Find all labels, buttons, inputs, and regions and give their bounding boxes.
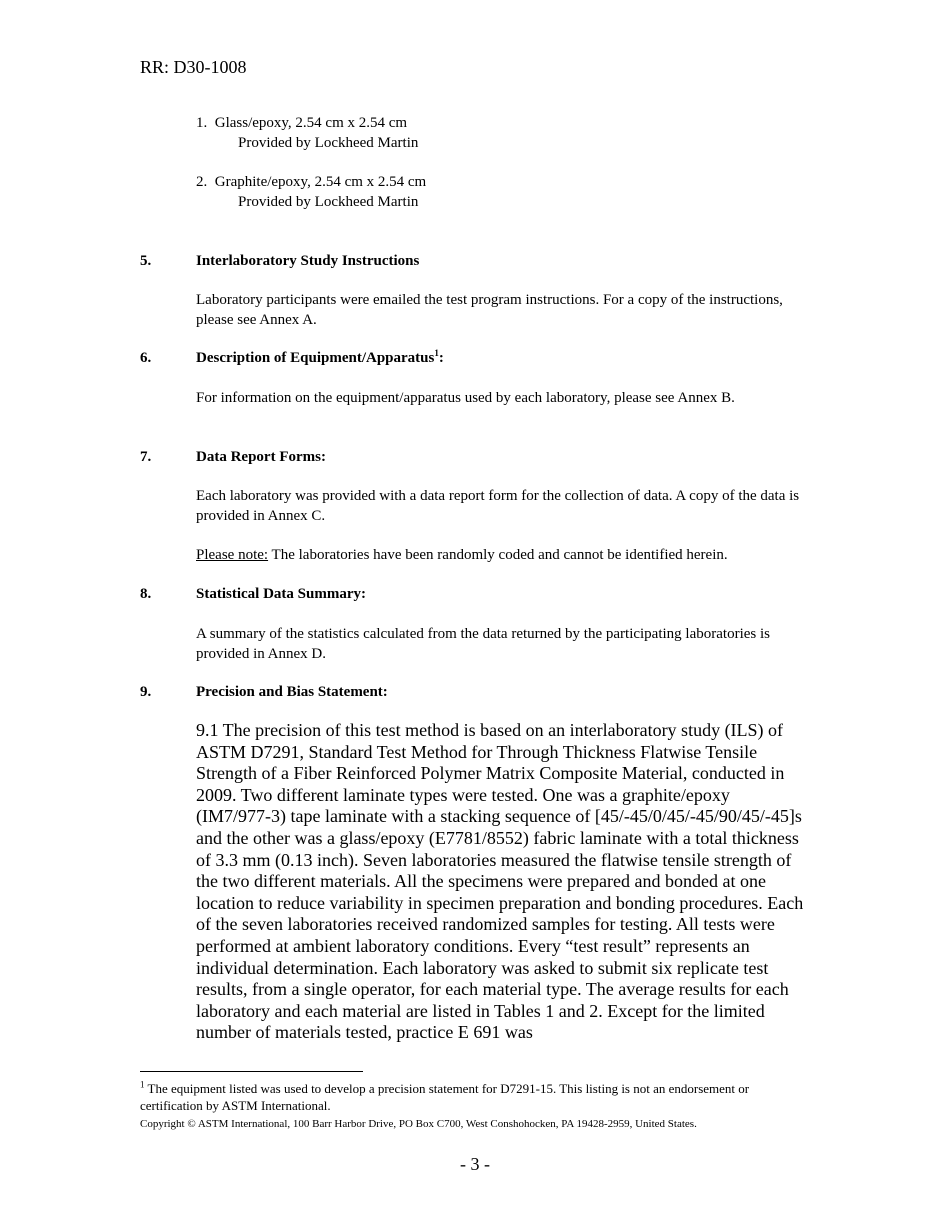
list-item-name: Graphite/epoxy, 2.54 cm x 2.54 cm xyxy=(214,174,427,190)
list-item-provider: Provided by Lockheed Martin xyxy=(238,135,419,151)
list-item-number: 2. xyxy=(196,174,208,190)
list-item xyxy=(196,172,426,192)
section-6-title-colon: : xyxy=(438,350,444,366)
section-8-title: Statistical Data Summary: xyxy=(196,586,366,602)
copyright-notice: Copyright © ASTM International, 100 Barr Harbor Drive, PO Box C700, West Conshohocken, PA 19428-2959, United States. xyxy=(140,1118,697,1130)
section-5-body: Laboratory participants were emailed the test program instructions. For a copy of the instructions, please see Annex A. xyxy=(196,292,783,328)
section-7-body: Each laboratory was provided with a data report form for the collection of data. A copy of the data is provided in Annex C. xyxy=(196,488,800,524)
section-9-body: 9.1 The precision of this test method is based on an interlaboratory study (ILS) of ASTM D7291, Standard Test Method for Through Thickness Flatwise Tensile Strength of a Fiber Reinforced Polymer Matrix Composite Material, conducted in 2009. Two different laminate types were tested. One was a graphite/epoxy (IM7/977-3) tape laminate with a stacking sequence of [45/-45/0/45/-45/90/45/-45]s and the other was a glass/epoxy (E7781/8552) fabric laminate with a total thickness of 3.3 mm (0.13 inch). Seven laboratories measured the flatwise tensile strength of the two different materials. All the specimens were prepared and bonded at one location to reduce variability in specimen preparation and bonding procedures. Each of the seven laboratories received randomized samples for testing. All tests were performed at ambient laboratory conditions. Every “test result” represents an individual determination. Each laboratory was asked to submit six replicate test results, from a single operator, for each material type. The average results for each laboratory and each material are listed in Tables 1 and 2. Except for the limited number of materials tested, practice E 691 was xyxy=(196,720,804,1043)
list-item-number: 1. xyxy=(196,115,208,131)
section-7-number: 7. xyxy=(140,449,152,465)
section-6-title-text: Description of Equipment/Apparatus xyxy=(196,350,435,366)
list-item xyxy=(196,113,407,133)
section-6-body: For information on the equipment/apparatus used by each laboratory, please see Annex B. xyxy=(196,390,735,406)
section-8-body: A summary of the statistics calculated from the data returned by the participating laboratories is provided in Annex D. xyxy=(196,626,770,662)
footnote-text: The equipment listed was used to develop a precision statement for D7291-15. This listing is not an endorsement or certification by ASTM International. xyxy=(140,1081,750,1113)
note-text: The laboratories have been randomly coded and cannot be identified herein. xyxy=(268,547,728,563)
document-id: RR: D30-1008 xyxy=(140,57,247,77)
list-item-name: Glass/epoxy, 2.54 cm x 2.54 cm xyxy=(214,115,408,131)
section-5-number: 5. xyxy=(140,253,152,269)
section-9-number: 9. xyxy=(140,684,152,700)
footnote-ref-marker: 1 xyxy=(434,348,439,358)
section-8-number: 8. xyxy=(140,586,152,602)
section-5-title: Interlaboratory Study Instructions xyxy=(196,253,420,269)
note-label: Please note: xyxy=(196,547,269,563)
footnote-divider xyxy=(140,1071,363,1072)
footnote xyxy=(140,1080,790,1114)
list-item-provider: Provided by Lockheed Martin xyxy=(238,194,419,210)
footnote-marker: 1 xyxy=(140,1079,145,1090)
section-9-title: Precision and Bias Statement: xyxy=(196,684,388,700)
page-number: - 3 - xyxy=(460,1154,490,1174)
section-7-note xyxy=(196,545,836,565)
section-7-title: Data Report Forms: xyxy=(196,449,326,465)
section-6-number: 6. xyxy=(140,350,152,366)
section-6-title xyxy=(196,348,444,368)
